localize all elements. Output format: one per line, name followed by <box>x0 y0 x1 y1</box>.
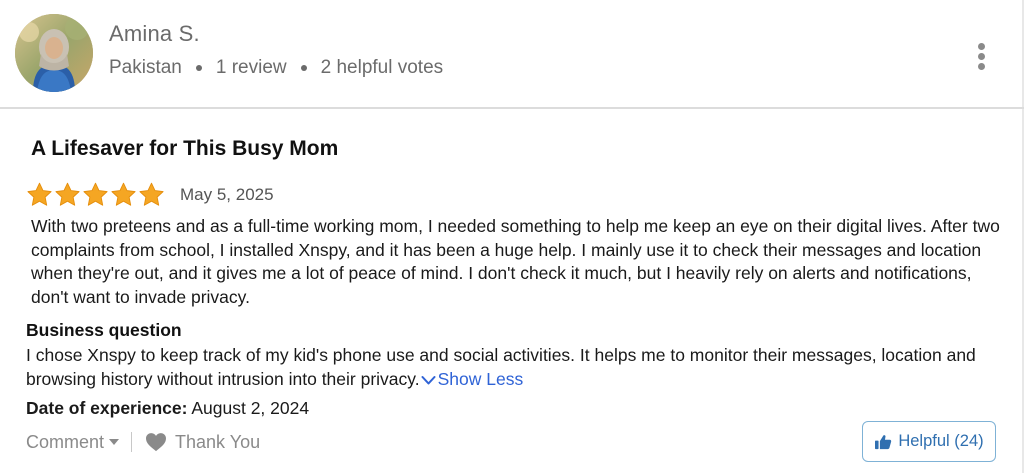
rating-row <box>26 180 274 210</box>
date-of-experience-label: Date of experience: <box>26 398 188 418</box>
reviewer-helpful-votes: 2 helpful votes <box>320 57 444 78</box>
star-icon <box>26 182 53 208</box>
helpful-button[interactable] <box>862 421 996 462</box>
thumbs-up-icon <box>874 434 892 450</box>
reviewer-review-count: 1 review <box>215 57 287 78</box>
kebab-dot <box>978 63 985 70</box>
meta-separator-dot <box>196 65 202 71</box>
review-date: May 5, 2025 <box>180 185 274 204</box>
review-body: With two preteens and as a full-time working mom, I needed something to help me keep an eye on their digital lives. After two complaints from school, I installed Xnspy, and it has been a huge help. I mainly use it to check their messages and location when they're out, and it gives me a lot of peace of mind. I don't check it much, but I heavily rely on alerts and notifications, don't want to invade privacy. <box>31 216 1000 307</box>
thank-you-button[interactable] <box>145 432 260 453</box>
star-rating <box>26 180 166 210</box>
meta-separator-dot <box>301 65 307 71</box>
review-actions <box>26 428 260 456</box>
star-icon <box>82 182 109 208</box>
star-icon <box>110 182 137 208</box>
review-title: A Lifesaver for This Busy Mom <box>31 137 339 160</box>
kebab-dot <box>978 43 985 50</box>
helpful-label: Helpful (24) <box>898 432 984 450</box>
kebab-vertical-icon[interactable] <box>975 43 987 73</box>
thank-you-label: Thank You <box>175 431 261 452</box>
reviewer-country: Pakistan <box>109 57 182 78</box>
date-of-experience <box>26 398 309 419</box>
business-question-text: I chose Xnspy to keep track of my kid's phone use and social activities. It helps me to monitor their messages, location and browsing history without intrusion into their privacy. <box>26 345 976 389</box>
star-icon <box>54 182 81 208</box>
show-less-label: Show Less <box>437 369 524 389</box>
comment-label: Comment <box>26 431 105 452</box>
heart-icon <box>145 432 167 452</box>
comment-button[interactable] <box>26 432 119 453</box>
business-question <box>26 343 1001 391</box>
business-question-label: Business question <box>26 320 182 340</box>
star-icon <box>138 182 165 208</box>
caret-down-icon <box>109 439 119 445</box>
avatar[interactable] <box>15 14 93 92</box>
date-of-experience-value: August 2, 2024 <box>191 398 310 418</box>
action-divider <box>131 432 132 452</box>
reviewer-meta <box>109 57 443 79</box>
reviewer-header <box>0 0 1024 109</box>
avatar-image <box>15 14 93 92</box>
reviewer-name[interactable]: Amina S. <box>109 21 200 46</box>
show-less-link[interactable] <box>420 369 524 389</box>
chevron-down-icon <box>421 374 436 386</box>
kebab-dot <box>978 53 985 60</box>
